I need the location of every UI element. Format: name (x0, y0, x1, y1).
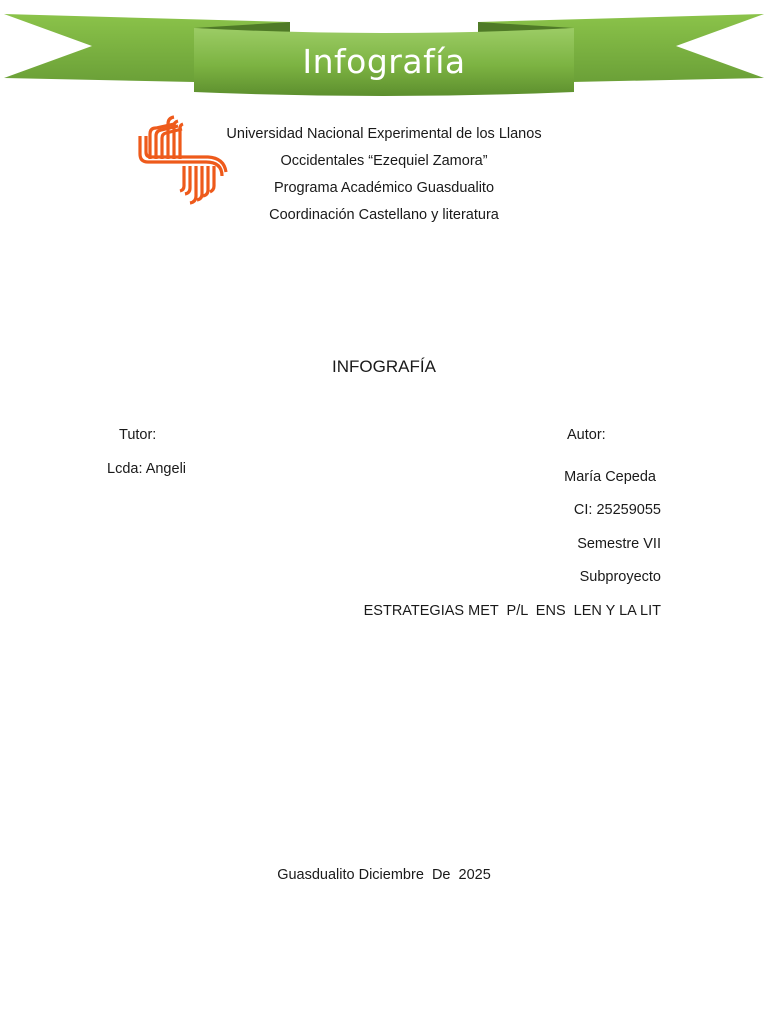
subproject-label: Subproyecto (579, 569, 661, 586)
author-label: Autor: (567, 427, 606, 443)
author-name: María Cepeda (564, 469, 656, 485)
place-date: Guasdualito Diciembre De 2025 (277, 867, 491, 883)
institution-line: Programa Académico Guasdualito (273, 180, 495, 196)
institution-line: Universidad Nacional Experimental de los Llanos (226, 126, 542, 142)
author-ci: CI: 25259055 (573, 502, 661, 519)
institution-line: Occidentales “Ezequiel Zamora” (280, 153, 488, 169)
subproject-name: ESTRATEGIAS MET P/L ENS LEN Y LA LIT (363, 602, 661, 619)
title-banner (0, 0, 768, 110)
document-title: INFOGRAFÍA (332, 357, 436, 376)
tutor-label: Tutor: (119, 427, 157, 443)
author-semester: Semestre VII (577, 535, 661, 552)
institution-header (214, 121, 554, 229)
banner-title: Infografía (302, 42, 466, 81)
tutor-name: Lcda: Angeli (107, 461, 187, 477)
institution-line: Coordinación Castellano y literatura (269, 207, 499, 223)
author-details (364, 461, 661, 628)
